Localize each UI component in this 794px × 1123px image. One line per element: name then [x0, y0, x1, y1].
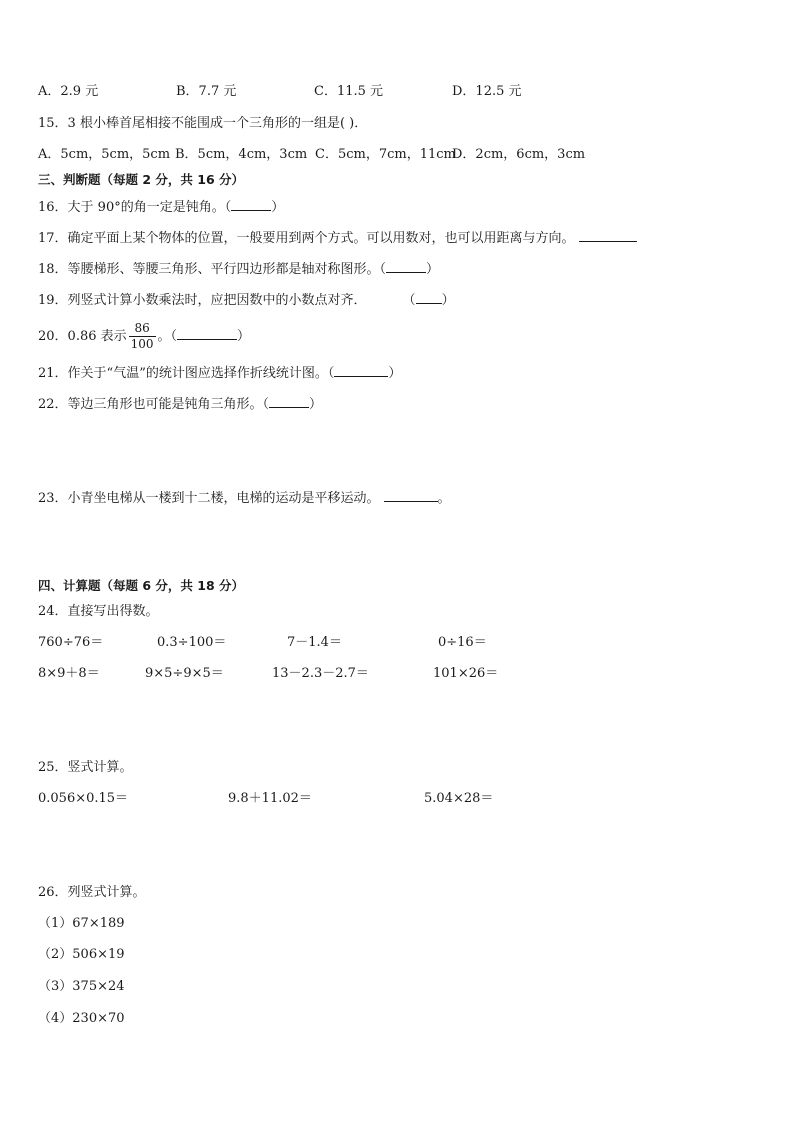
q18-answer-blank[interactable] — [386, 260, 426, 273]
q24-item: 760÷76＝ — [38, 635, 104, 650]
q20-numerator: 86 — [129, 321, 156, 337]
q24-item: 8×9＋8＝ — [38, 666, 100, 681]
q14-option-b: B．7.7 元 — [176, 84, 237, 99]
q25-item: 0.056×0.15＝ — [38, 791, 129, 806]
q19-question — [38, 291, 455, 310]
q20-text: 20．0.86 表示 — [38, 329, 127, 344]
q15-question: 15．3 根小棒首尾相接不能围成一个三角形的一组是( )． — [38, 116, 368, 131]
q21-question — [38, 364, 401, 383]
q22-text: 22．等边三角形也可能是钝角三角形。（ — [38, 397, 270, 412]
q21-close: ） — [388, 366, 402, 381]
q16-answer-blank[interactable] — [231, 198, 271, 211]
q24-item: 0÷16＝ — [438, 635, 487, 650]
section-4-heading: 四、计算题（每题 6 分，共 18 分） — [38, 578, 245, 593]
q16-text: 16．大于 90°的角一定是钝角。（ — [38, 200, 232, 215]
q20-fraction — [129, 321, 156, 352]
q15-option-b: B．5cm，4cm，3cm — [175, 147, 308, 162]
q23-text: 23．小青坐电梯从一楼到十二楼，电梯的运动是平移运动。 — [38, 491, 380, 506]
q25-item: 9.8＋11.02＝ — [228, 791, 312, 806]
q19-answer-blank[interactable] — [416, 291, 442, 304]
q21-text: 21．作关于“气温”的统计图应选择作折线统计图。（ — [38, 366, 335, 381]
q24-item: 0.3÷100＝ — [157, 635, 227, 650]
q23-answer-blank[interactable] — [384, 489, 438, 502]
q22-answer-blank[interactable] — [269, 395, 309, 408]
q24-item: 101×26＝ — [433, 666, 499, 681]
q24-item: 13－2.3－2.7＝ — [272, 666, 369, 681]
q20-answer-blank[interactable] — [177, 327, 237, 340]
q20-denominator: 100 — [130, 337, 154, 351]
q20-close: ） — [237, 329, 251, 344]
q26-item: （2）506×19 — [38, 947, 125, 962]
q16-question — [38, 198, 284, 217]
q23-after: 。 — [437, 491, 451, 506]
q18-question — [38, 260, 439, 279]
q20-after: 。（ — [157, 329, 178, 344]
q21-answer-blank[interactable] — [334, 364, 388, 377]
q26-item: （4）230×70 — [38, 1011, 125, 1026]
q24-item: 9×5÷9×5＝ — [145, 666, 224, 681]
q14-option-c: C．11.5 元 — [314, 84, 384, 99]
q17-answer-blank[interactable] — [579, 229, 637, 242]
q15-option-a: A．5cm，5cm，5cm — [38, 147, 171, 162]
q22-close: ） — [309, 397, 323, 412]
q16-close: ） — [271, 200, 285, 215]
q17-question — [38, 229, 637, 248]
q17-text: 17．确定平面上某个物体的位置，一般要用到两个方式。可以用数对，也可以用距离与方向。 — [38, 231, 575, 246]
q19-open: （ — [402, 293, 416, 308]
q15-option-d: D．2cm，6cm，3cm — [452, 147, 586, 162]
q14-option-a: A．2.9 元 — [38, 84, 99, 99]
q22-question — [38, 395, 322, 414]
section-3-heading: 三、判断题（每题 2 分，共 16 分） — [38, 172, 245, 187]
q24-item: 7－1.4＝ — [287, 635, 342, 650]
q25-item: 5.04×28＝ — [424, 791, 494, 806]
q23-question — [38, 489, 451, 508]
q24-question: 24．直接写出得数。 — [38, 604, 159, 619]
q26-item: （1）67×189 — [38, 916, 125, 931]
q14-option-d: D．12.5 元 — [452, 84, 522, 99]
q19-close: ） — [441, 293, 455, 308]
q18-close: ） — [426, 262, 440, 277]
q25-question: 25．竖式计算。 — [38, 760, 133, 775]
q15-option-c: C．5cm，7cm，11cm — [315, 147, 456, 162]
q26-question: 26．列竖式计算。 — [38, 885, 146, 900]
q20-question — [38, 319, 250, 355]
q19-text: 19．列竖式计算小数乘法时，应把因数中的小数点对齐． — [38, 293, 367, 308]
q18-text: 18．等腰梯形、等腰三角形、平行四边形都是轴对称图形。（ — [38, 262, 387, 277]
q26-item: （3）375×24 — [38, 979, 125, 994]
